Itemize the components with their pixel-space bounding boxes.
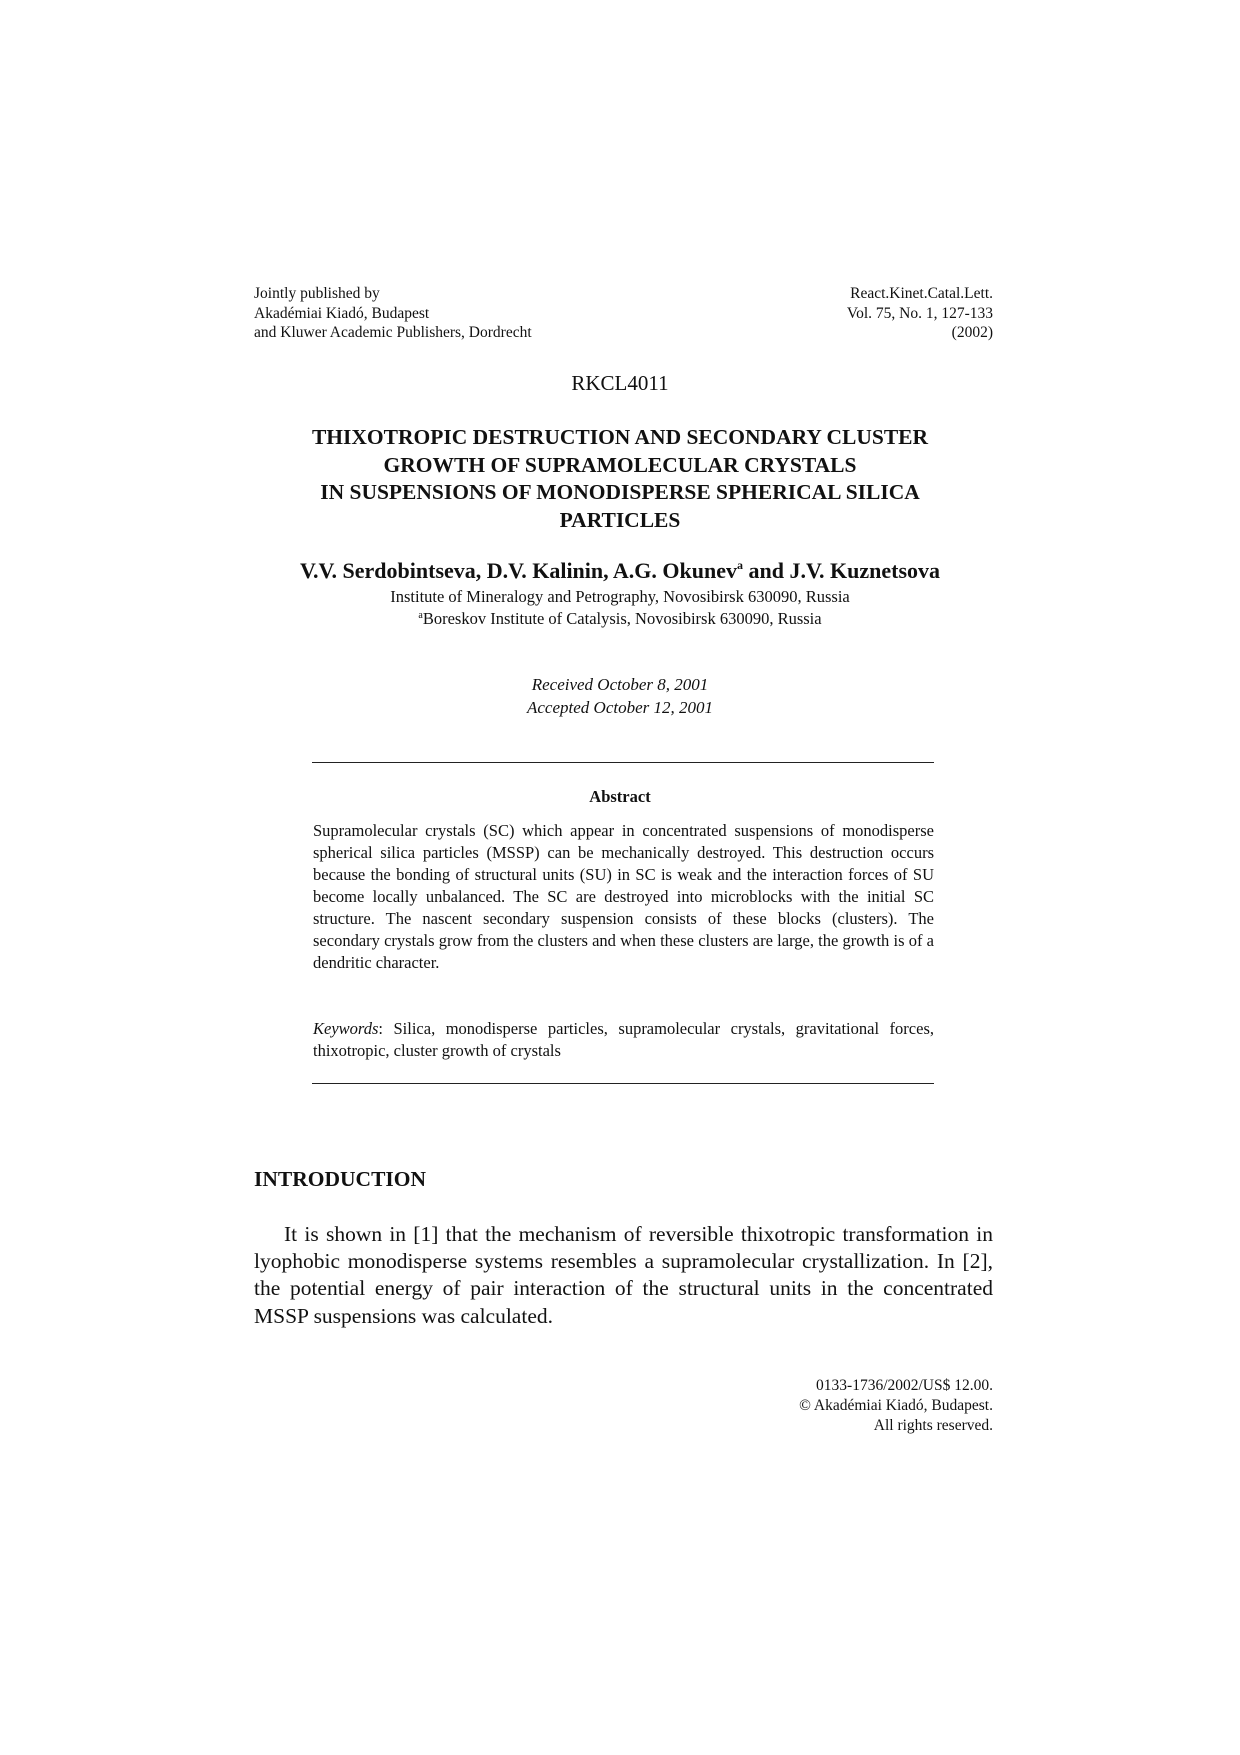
paper-title xyxy=(200,424,1040,534)
author-list xyxy=(0,558,1240,584)
title-line: GROWTH OF SUPRAMOLECULAR CRYSTALS xyxy=(383,452,857,477)
title-line: PARTICLES xyxy=(559,507,681,532)
publisher-info xyxy=(254,284,532,343)
publisher-line: Jointly published by xyxy=(254,285,380,302)
authors-part1: V.V. Serdobintseva, D.V. Kalinin, A.G. Okunev xyxy=(299,558,738,583)
affiliations xyxy=(0,586,1240,630)
copyright-line: 0133-1736/2002/US$ 12.00. xyxy=(816,1377,993,1394)
affiliation-mark: a xyxy=(418,610,423,621)
journal-line: React.Kinet.Catal.Lett. xyxy=(850,285,993,302)
journal-line: (2002) xyxy=(951,324,993,341)
article-code: RKCL4011 xyxy=(571,371,669,395)
affiliation-second: Boreskov Institute of Catalysis, Novosibirsk 630090, Russia xyxy=(422,609,822,628)
publisher-line: and Kluwer Academic Publishers, Dordrecht xyxy=(254,324,532,341)
title-line: THIXOTROPIC DESTRUCTION AND SECONDARY CLUSTER xyxy=(311,425,929,449)
affiliation-second-line xyxy=(0,608,1240,630)
abstract-text: Supramolecular crystals (SC) which appear in concentrated suspensions of monodisperse spherical silica particles (MSSP) can be mechanically destroyed. This destruction occurs because the bonding of structural units (SU) in SC is weak and the interaction forces of SU become locally unbalanced. The SC are destroyed into microblocks with the initial SC structure. The nascent secondary suspension consists of these blocks (clusters). The secondary crystals grow from the clusters and when these clusters are large, the growth is of a dendritic character. xyxy=(313,821,934,972)
keywords xyxy=(313,1018,934,1062)
copyright-line: © Akadémiai Kiadó, Budapest. xyxy=(799,1397,993,1414)
author-affiliation-mark: a xyxy=(737,558,744,572)
accepted-date: Accepted October 12, 2001 xyxy=(527,697,713,717)
abstract-bottom-rule xyxy=(312,1083,934,1084)
introduction-heading: INTRODUCTION xyxy=(254,1167,427,1191)
copyright-line: All rights reserved. xyxy=(873,1417,993,1434)
abstract-heading: Abstract xyxy=(589,787,651,806)
journal-citation xyxy=(847,284,993,343)
title-line: IN SUSPENSIONS OF MONODISPERSE SPHERICAL SILICA xyxy=(320,480,920,504)
affiliation-first: Institute of Mineralogy and Petrography, Novosibirsk 630090, Russia xyxy=(390,587,850,606)
copyright-notice xyxy=(799,1376,993,1436)
journal-line: Vol. 75, No. 1, 127-133 xyxy=(846,304,993,322)
authors-part2: and J.V. Kuznetsova xyxy=(743,558,941,583)
introduction-paragraph: It is shown in [1] that the mechanism of reversible thixotropic transformation in lyophobic monodisperse systems resembles a supramolecular crystallization. In [2], the potential energy of pair interaction of the structural units in the concentrated MSSP suspensions was calculated. xyxy=(254,1222,993,1328)
keywords-text: : Silica, monodisperse particles, supramolecular crystals, gravitational forces, thixotropic, cluster growth of crystals xyxy=(313,1019,934,1060)
keywords-label: Keywords xyxy=(313,1019,379,1038)
submission-dates xyxy=(0,674,1240,719)
publisher-line: Akadémiai Kiadó, Budapest xyxy=(254,304,430,322)
received-date: Received October 8, 2001 xyxy=(531,675,709,694)
abstract-top-rule xyxy=(312,762,934,763)
